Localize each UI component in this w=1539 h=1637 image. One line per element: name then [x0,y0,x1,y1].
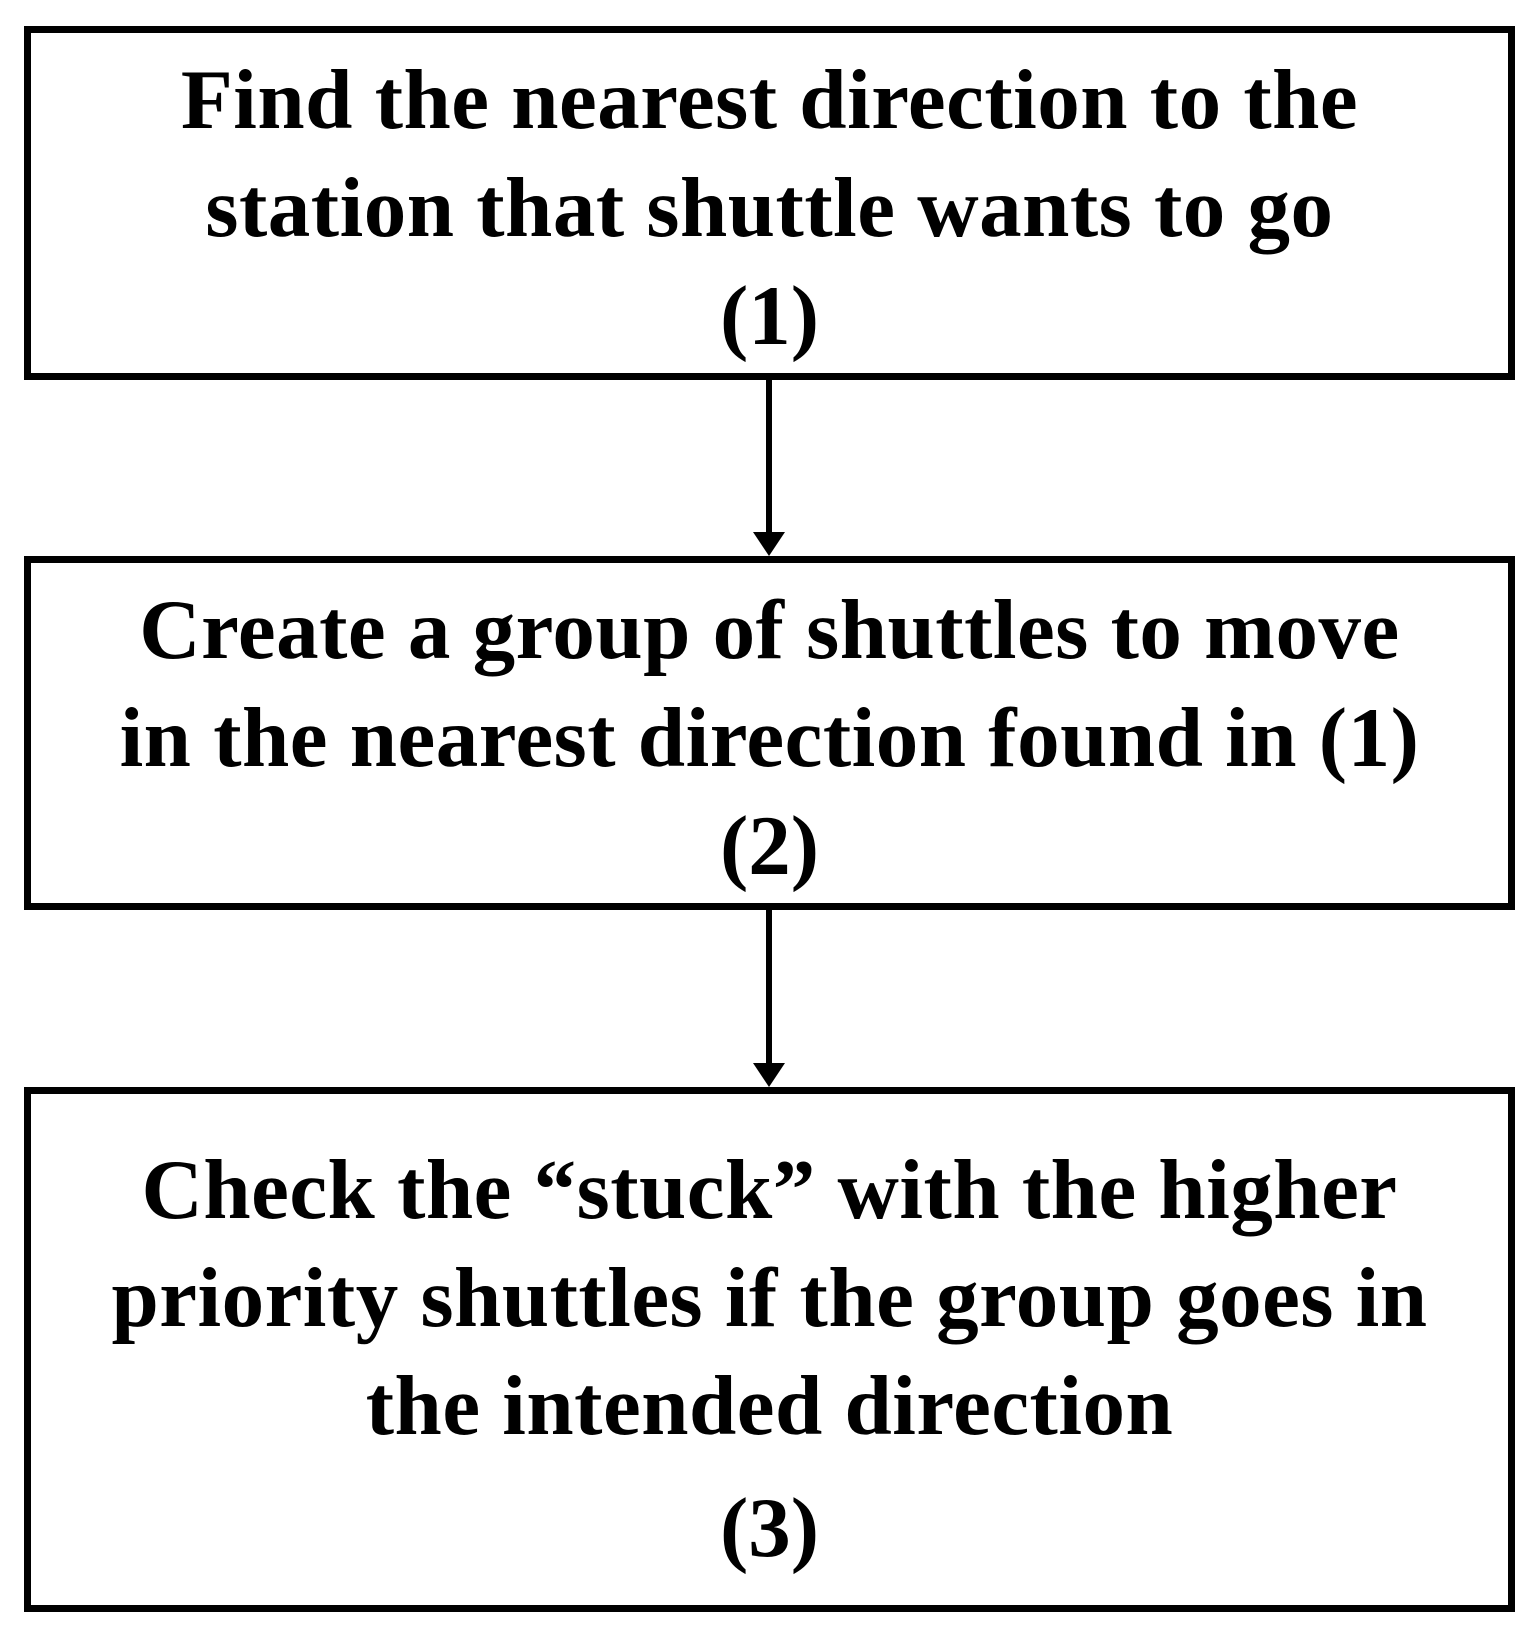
step-1-line-2: station that shuttle wants to go [205,161,1334,255]
step-1-line-1: Find the nearest direction to the [180,53,1359,147]
step-2-line-2: in the nearest direction found in (1) [119,691,1420,785]
step-2-number: (2) [719,799,820,893]
step-3-line-1: Check the “stuck” with the higher [141,1142,1398,1237]
step-3-text [111,1136,1427,1460]
step-3-line-2: priority shuttles if the group goes in [111,1250,1428,1345]
step-3-box [24,1087,1515,1612]
step-2-line-1: Create a group of shuttles to move [139,583,1400,677]
step-1-number: (1) [719,269,820,363]
step-2-text [120,576,1420,792]
arrow-2-to-3 [753,910,785,1087]
step-3-number: (3) [719,1480,820,1575]
step-3-line-3: the intended direction [365,1358,1174,1453]
step-2-box [24,556,1515,910]
arrow-1-to-2 [753,380,785,556]
